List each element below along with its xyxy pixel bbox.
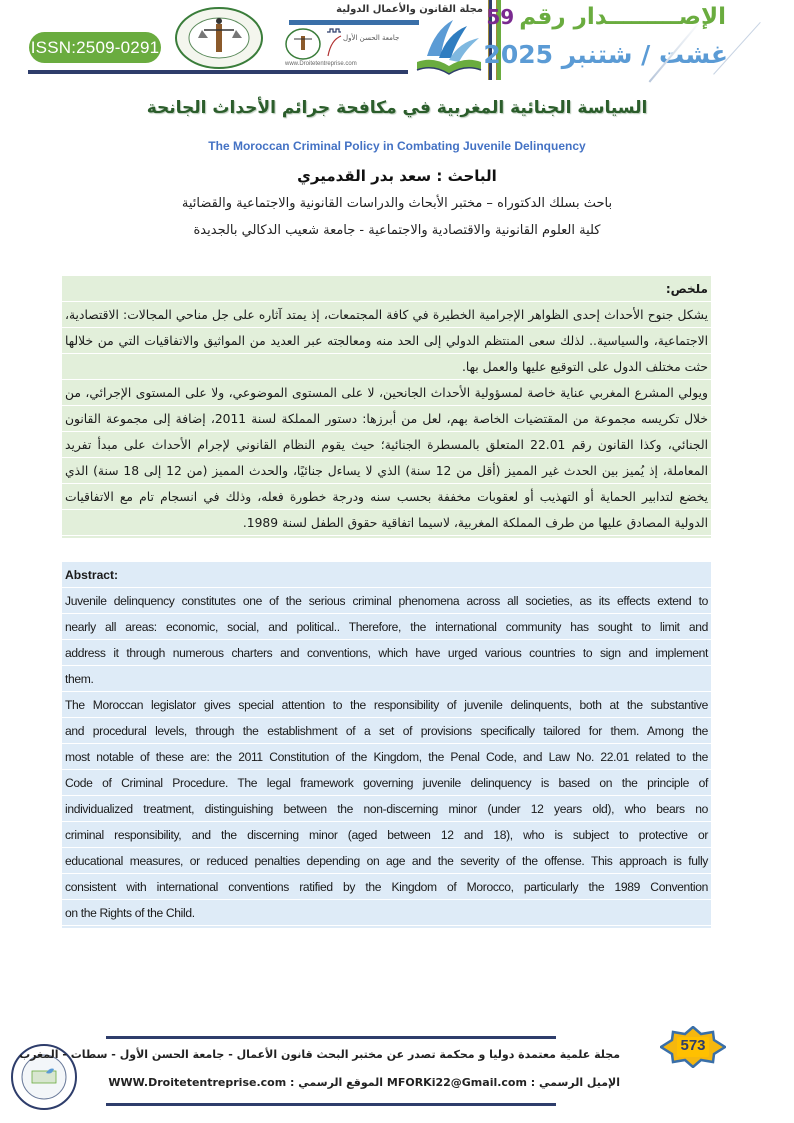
page-header	[0, 0, 794, 90]
abstract-arabic-line: يخضع لتدابير الحماية أو التهذيب أو لعقوبات مخففة بحسب سنه ودرجة خطورة فعله، وذلك في انسجام تام مع الاتفاقيات	[62, 484, 711, 510]
website-label: الموقع الرسمي :	[290, 1076, 384, 1089]
abstract-arabic-heading: ملخص:	[62, 276, 711, 302]
tower-icon	[325, 28, 343, 58]
open-book-logo-icon	[413, 16, 485, 76]
issn-badge: ISSN:2509-0291	[29, 32, 161, 63]
abstract-arabic-line: حثت مختلف الدول على التوقيع عليها والعمل بها.	[62, 354, 711, 380]
abstract-english-box	[62, 562, 711, 928]
abstract-english-line: nearly all areas: economic, social, and political.. Therefore, the international community has sought to limit and	[62, 614, 711, 640]
issue-number: 59	[486, 5, 515, 29]
abstract-arabic-box	[62, 276, 711, 538]
abstract-english-line: them.	[62, 666, 711, 692]
abstract-english-line: most notable of these are: the 2011 Constitution of the Kingdom, the Penal Code, and Law No. 22.01 related to the	[62, 744, 711, 770]
journal-name-strip	[289, 20, 419, 25]
issue-date: غشت / شتنبر 2025	[483, 40, 728, 69]
author-affiliation-lab: باحث بسلك الدكتوراه – مختبر الأبحاث والدراسات القانونية والاجتماعية والقضائية	[181, 196, 613, 211]
abstract-english-line: consistent with international conventions ratified by the Kingdom of Morocco, particularly the 1989 Convention	[62, 874, 711, 900]
abstract-arabic-line: يشكل جنوح الأحداث إحدى الظواهر الإجرامية الخطيرة في كافة المجتمعات، إذ يمتد آثاره على جل مناحي المجالات: الاقتصادية،	[62, 302, 711, 328]
abstract-english-line: individualized treatment, distinguishing between the non-discerning minor (under 12 years old), who bears no	[62, 796, 711, 822]
author-name: الباحث : سعد بدر القدميري	[297, 167, 497, 185]
abstract-arabic-line: ويولي المشرع المغربي عناية خاصة لمسؤولية الأحداث الجانحين، لا على المستوى الموضوعي، ولا على المستوى الإجرائي، من	[62, 380, 711, 406]
journal-name-ar: مجلة القانون والأعمال الدولية	[336, 4, 483, 15]
footer-contact-line	[100, 1076, 620, 1089]
abstract-english-line: address it through numerous charters and conventions, which have urged various countries to sign and implement	[62, 640, 711, 666]
abstract-english-line: The Moroccan legislator gives special attention to the responsibility of juvenile delinquents, both at the substantive	[62, 692, 711, 718]
lab-seal-logo-icon	[174, 6, 264, 70]
article-title-arabic: السياسة الجنائية المغربية في مكافحة جرائم الأحداث الجانحة	[146, 98, 648, 118]
abstract-english-heading: Abstract:	[62, 562, 711, 588]
article-title-english: The Moroccan Criminal Policy in Combating Juvenile Delinquency	[208, 139, 586, 153]
footer-rule-bottom	[106, 1103, 556, 1106]
email-link[interactable]: MFORKi22@Gmail.com	[386, 1076, 527, 1089]
abstract-english-line: criminal responsibility, and the discerning minor (aged between 12 and 18), who is subject to protective or	[62, 822, 711, 848]
journal-logo-block	[283, 4, 483, 68]
header-rule	[28, 70, 408, 74]
abstract-english-line: on the Rights of the Child.	[62, 900, 711, 926]
abstract-english-line: and procedural levels, through the establishment of a set of provisions specifically tailored for them. Among the	[62, 718, 711, 744]
issue-label: الإصـــــــــدار رقم	[519, 4, 726, 30]
website-link[interactable]: WWW.Droitetentreprise.com	[108, 1076, 287, 1089]
journal-url: www.Droitetentreprise.com	[285, 61, 357, 67]
abstract-english-line: Code of Criminal Procedure. The legal framework governing juvenile delinquency is based on the principle of	[62, 770, 711, 796]
small-seal-icon	[285, 28, 321, 60]
abstract-arabic-line: الدولية المصادق عليها من طرف المملكة المغربية، لاسيما اتفاقية حقوق الطفل لسنة 1989.	[62, 510, 711, 536]
abstract-arabic-line: الجنائي، وكذا القانون رقم 22.01 المتعلق بالمسطرة الجنائية؛ حيث يقوم النظام القانوني لإجرام الأحداث على مبدأ تفريد	[62, 432, 711, 458]
university-name-small: جامعة الحسن الأول	[343, 34, 400, 42]
abstract-arabic-line: المعاملة، إذ يُميز بين الحدث غير المميز (أقل من 12 سنة) الذي لا يساءل جنائيًا، والحدث المميز (من 12 إلى 18 سنة) الذي	[62, 458, 711, 484]
abstract-arabic-line: الاجتماعية، والسياسية.. لذلك سعى المنتظم الدولي إلى الحد منه ومعالجته عبر العديد من المواثيق والاتفاقيات التي من خلالها	[62, 328, 711, 354]
abstract-english-line: Juvenile delinquency constitutes one of the serious criminal phenomena across all societies, as its effects extend to	[62, 588, 711, 614]
abstract-english-line: educational measures, or reduced penalties depending on age and the severity of the offense. This approach is fully	[62, 848, 711, 874]
abstract-arabic-line: خلال تكريسه مجموعة من المقتضيات الخاصة بهم، لعل من أبرزها: دستور المملكة لسنة 2011، إضافة إلى مجموعة القانون	[62, 406, 711, 432]
page-number: 573	[680, 1037, 706, 1054]
email-label: الإميل الرسمي :	[530, 1076, 620, 1089]
author-affiliation-faculty: كلية العلوم القانونية والاقتصادية والاجتماعية - جامعة شعيب الدكالي بالجديدة	[193, 223, 601, 238]
footer-rule-top	[106, 1036, 556, 1039]
footer-journal-description: مجلة علمية معتمدة دوليا و محكمة تصدر عن مختبر البحث قانون الأعمال - جامعة الحسن الأول - سطات - المغرب	[19, 1048, 620, 1061]
